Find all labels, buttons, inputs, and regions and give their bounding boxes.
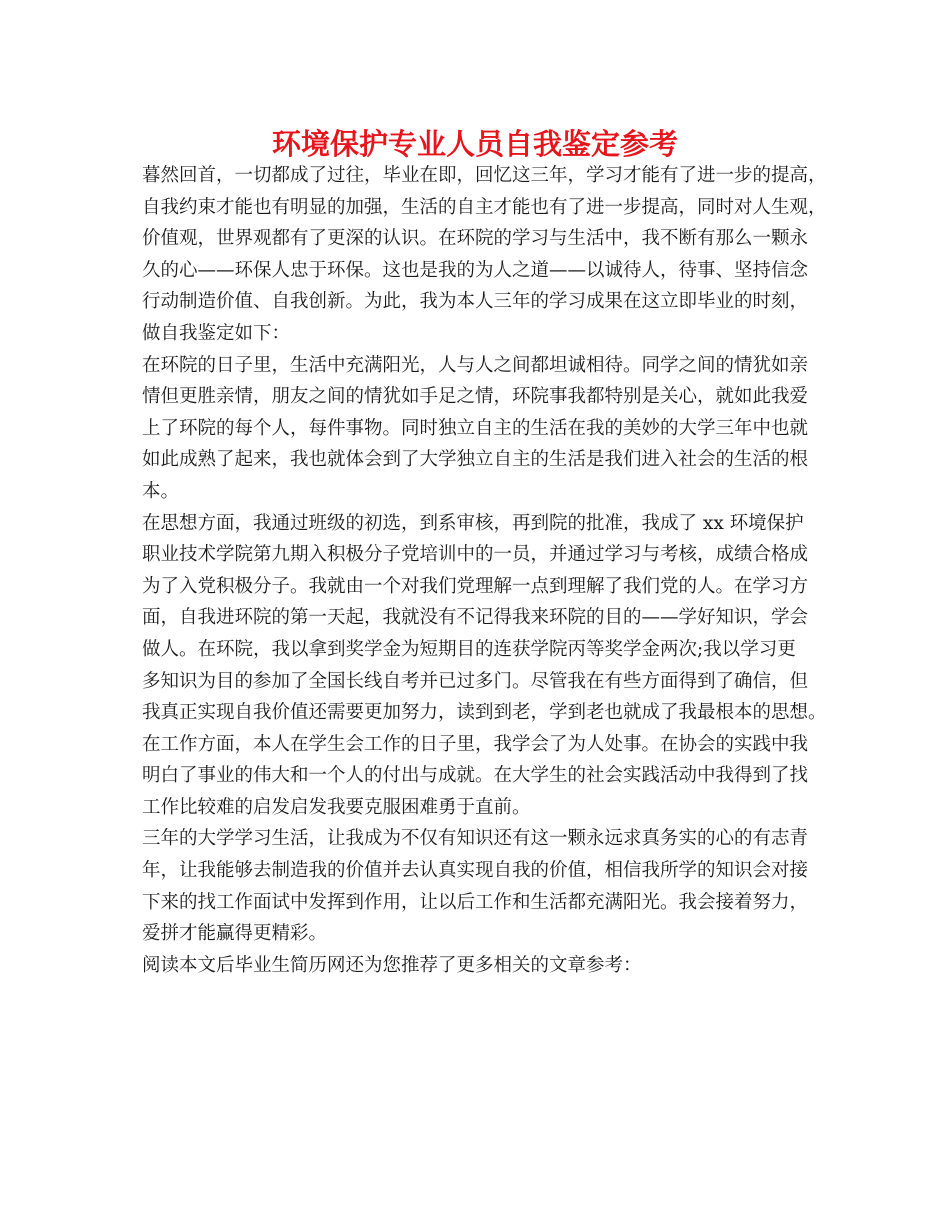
paragraph — [142, 160, 832, 350]
text-line: 下来的找工作面试中发挥到作用，让以后工作和生活都充满阳光。我会接着努力， — [142, 891, 809, 913]
text-line: 行动制造价值、自我创新。为此，我为本人三年的学习成果在这立即毕业的时刻， — [142, 291, 809, 313]
document-body — [142, 160, 832, 981]
text-line: 如此成熟了起来，我也就体会到了大学独立自主的生活是我们进入社会的生活的根 — [142, 449, 809, 471]
text-line: 做人。在环院，我以拿到奖学金为短期目的连获学院丙等奖学金两次;我以学习更 — [142, 638, 796, 660]
text-line: 我真正实现自我价值还需要更加努力，读到到老，学到老也就成了我最根本的思想。 — [142, 702, 827, 724]
text-line: 在环院的日子里，生活中充满阳光，人与人之间都坦诚相待。同学之间的情犹如亲 — [142, 354, 809, 376]
text-line: 久的心——环保人忠于环保。这也是我的为人之道——以诚待人，待事、坚持信念 — [142, 259, 809, 281]
paragraph — [142, 950, 832, 982]
text-line: 为了入党积极分子。我就由一个对我们党理解一点到理解了我们党的人。在学习方 — [142, 575, 809, 597]
text-line: 做自我鉴定如下： — [142, 322, 291, 344]
text-line: 工作比较难的启发启发我要克服困难勇于直前。 — [142, 796, 531, 818]
text-line: 面，自我进环院的第一天起，我就没有不记得我来环院的目的——学好知识，学会 — [142, 607, 809, 629]
text-line: 情但更胜亲情，朋友之间的情犹如手足之情，环院事我都特别是关心，就如此我爱 — [142, 386, 809, 408]
text-line: 多知识为目的参加了全国长线自考并已过多门。尽管我在有些方面得到了确信，但 — [142, 670, 809, 692]
text-line: 明白了事业的伟大和一个人的付出与成就。在大学生的社会实践活动中我得到了找 — [142, 765, 809, 787]
text-line: 在工作方面，本人在学生会工作的日子里，我学会了为人处事。在协会的实践中我 — [142, 733, 809, 755]
paragraph — [142, 350, 832, 508]
document-title: 环境保护专业人员自我鉴定参考 — [271, 127, 678, 161]
paragraph — [142, 823, 832, 949]
text-line: 年，让我能够去制造我的价值并去认真实现自我的价值，相信我所学的知识会对接 — [142, 860, 809, 882]
text-line: 上了环院的每个人，每件事物。同时独立自主的生活在我的美妙的大学三年中也就 — [142, 417, 809, 439]
text-line: 三年的大学学习生活，让我成为不仅有知识还有这一颗永远求真务实的心的有志青 — [142, 828, 809, 850]
paragraph — [142, 508, 832, 729]
text-line: 自我约束才能也有明显的加强，生活的自主才能也有了进一步提高，同时对人生观， — [142, 196, 827, 218]
text-line: 本。 — [142, 480, 180, 502]
text-line: 阅读本文后毕业生简历网还为您推荐了更多相关的文章参考： — [142, 954, 642, 976]
text-line: 职业技术学院第九期入积极分子党培训中的一员，并通过学习与考核，成绩合格成 — [142, 544, 809, 566]
paragraph — [142, 729, 832, 824]
text-line: 暮然回首，一切都成了过往，毕业在即，回忆这三年，学习才能有了进一步的提高， — [142, 165, 827, 186]
text-line: 价值观，世界观都有了更深的认识。在环院的学习与生活中，我不断有那么一颗永 — [142, 228, 809, 250]
text-line: 爱拼才能赢得更精彩。 — [142, 923, 328, 945]
text-line: 在思想方面，我通过班级的初选，到系审核，再到院的批准，我成了 xx 环境保护 — [142, 512, 804, 534]
